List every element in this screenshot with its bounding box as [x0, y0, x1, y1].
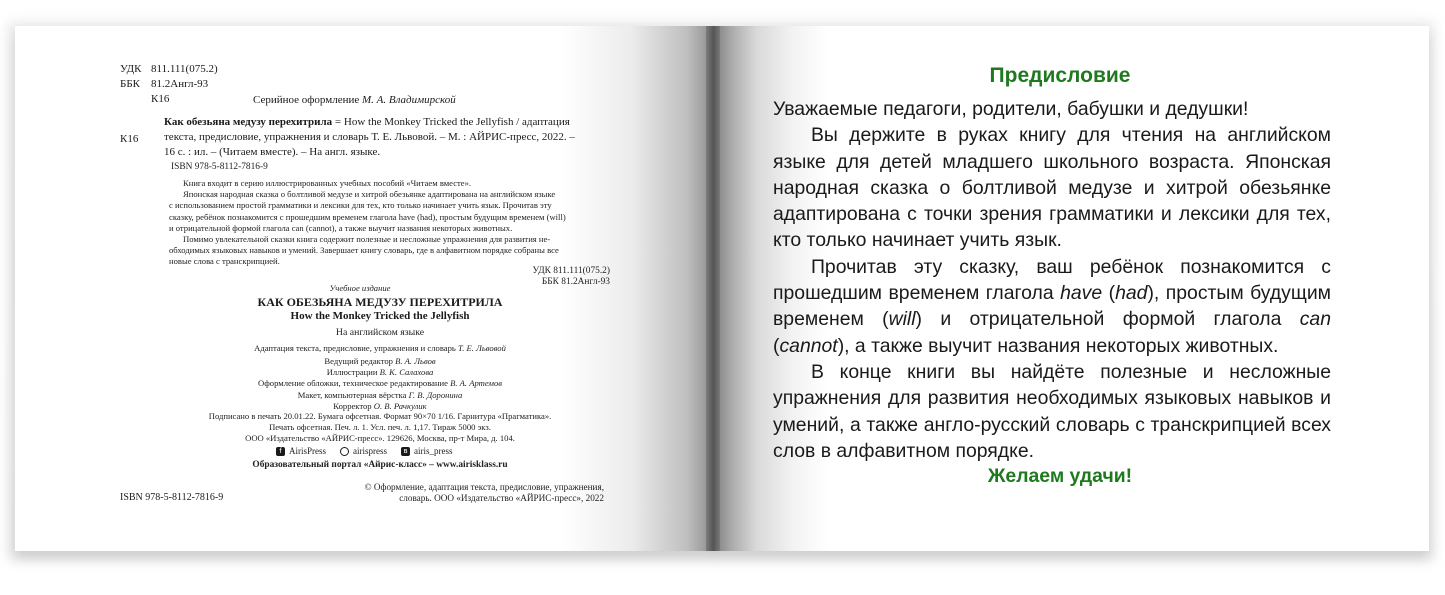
credit-line	[180, 367, 580, 378]
print-details	[160, 411, 600, 445]
preface-paragraph-1: Вы держите в руках книгу для чтения на английском языке для детей младшего школьного возраста. Японская народная сказка о болтливой медузе и хитрой обезьянке адаптирована с точки зрения грамматики и лексики для тех, кто только начинает учить язык.	[773, 124, 1331, 252]
print-line-2: Печать офсетная. Печ. л. 1. Усл. печ. л. 1,17. Тираж 5000 экз.	[269, 422, 491, 433]
udk-full: УДК 811.111(075.2)	[532, 266, 610, 276]
preface-paragraph-3: В конце книги вы найдёте полезные и несложные упражнения для развития необходимых языковых навыков и умений, а также англо-русский словарь с транскрипцией всех слов в алфавитном порядке.	[773, 360, 1331, 462]
credit-role: Ведущий редактор	[324, 356, 393, 366]
biblio-line-2: текста, предисловие, упражнения и словарь Т. Е. Львовой. – М. : АЙРИС-пресс, 2022. –	[164, 131, 575, 143]
udk-value: 811.111(075.2)	[151, 63, 218, 75]
social-handle-instagram: airispress	[353, 446, 388, 456]
biblio-title: Как обезьяна медузу перехитрила	[164, 116, 333, 128]
biblio-mark: К16	[120, 133, 139, 145]
print-line-1: Подписано в печать 20.01.22. Бумага офсетная. Формат 90×70 1/16. Гарнитура «Прагматика».	[208, 411, 552, 421]
copyright-line-2: словарь. ООО «Издательство «АЙРИС-пресс», 2022	[399, 493, 604, 504]
bibliographic-record	[164, 115, 575, 160]
annotation-line: сказку, ребёнок познакомится с прошедшим временем глагола have (had), простым будущим временем (will)	[169, 211, 566, 222]
annotation-line: обходимых языковых навыков и умений. Завершает книгу словарь, где в алфавитном порядке собраны все	[169, 245, 559, 256]
adaptation-prefix: Адаптация текста, предисловие, упражнения и словарь	[254, 343, 456, 353]
copyright	[340, 482, 604, 504]
annotation-line: Книга входит в серию иллюстрированных учебных пособий «Читаем вместе».	[183, 178, 472, 188]
social-handle-vk: airis_press	[414, 446, 453, 456]
preface-body	[773, 96, 1331, 464]
edition-type: Учебное издание	[329, 283, 391, 293]
annotation-line: и отрицательной формой глагола can (cannot), а также выучит названия некоторых животных.	[169, 222, 513, 233]
series-design-name: М. А. Владимирской	[361, 94, 456, 106]
annotation-line: с использованием простой грамматики и лексики для тех, кто только начинает учить язык. Прочитав эту	[169, 200, 552, 211]
credit-role: Иллюстрации	[326, 367, 378, 378]
credit-name: В. А. Львов	[395, 356, 436, 366]
bbk-value: 81.2Англ-93	[151, 78, 209, 90]
credit-role: Макет, компьютерная вёрстка	[297, 389, 407, 400]
credit-line	[180, 378, 580, 389]
language-note: На английском языке	[335, 327, 425, 338]
book-title-ru: КАК ОБЕЗЬЯНА МЕДУЗУ ПЕРЕХИТРИЛА	[257, 295, 503, 309]
bbk-label: ББК	[120, 78, 140, 90]
annotation-line: новые слова с транскрипцией.	[169, 256, 280, 267]
annotation	[169, 178, 566, 268]
credit-name: В. К. Салахова	[379, 367, 434, 378]
adaptation-line	[200, 343, 560, 354]
credit-name: В. А. Артемов	[450, 378, 502, 389]
series-design	[253, 93, 456, 107]
book-title-en: How the Monkey Tricked the Jellyfish	[290, 310, 470, 322]
credit-line	[180, 390, 580, 401]
publisher-line: ООО «Издательство «АЙРИС-пресс». 129626, Москва, пр-т Мира, д. 104.	[245, 433, 515, 444]
book-gutter	[706, 26, 720, 551]
preface-paragraph-2: Прочитав эту сказку, ваш ребёнок познакомится с прошедшим временем глагола have (had), простым будущим временем (will) и отрицательной формой глагола can (cannot), а также выучит названия некоторых животных.	[773, 255, 1331, 357]
adaptation-name: Т. Е. Львовой	[457, 343, 506, 353]
portal-line: Образовательный портал «Айрис-класс» – www.airisklass.ru	[252, 460, 508, 470]
series-design-prefix: Серийное оформление	[253, 94, 360, 106]
credits-list	[180, 356, 580, 412]
credit-name: О. В. Рачкулик	[373, 400, 427, 411]
instagram-icon	[340, 447, 349, 456]
preface-heading: Предисловие	[989, 64, 1131, 87]
vk-icon: в	[401, 447, 410, 456]
social-links	[276, 446, 453, 456]
udk-label: УДК	[120, 63, 142, 75]
credit-line	[180, 356, 580, 367]
credit-name: Г. В. Доронина	[408, 389, 463, 400]
annotation-line: Японская народная сказка о болтливой медузе и хитрой обезьянке адаптирована на английском языке	[183, 189, 556, 200]
preface-closing: Желаем удачи!	[987, 465, 1133, 487]
biblio-line-1: = How the Monkey Tricked the Jellyfish / адаптация	[332, 116, 570, 128]
annotation-line: Помимо увлекательной сказки книга содержит полезные и несложные упражнения для развития не-	[183, 234, 551, 245]
facebook-icon: f	[276, 447, 285, 456]
isbn-bottom: ISBN 978-5-8112-7816-9	[120, 492, 224, 503]
preface-greeting: Уважаемые педагоги, родители, бабушки и дедушки!	[773, 98, 1249, 120]
author-mark: К16	[151, 93, 170, 105]
credit-role: Оформление обложки, техническое редактирование	[258, 378, 448, 389]
isbn-small: ISBN 978-5-8112-7816-9	[171, 162, 268, 172]
biblio-line-3: 16 с. : ил. – (Читаем вместе). – На англ. языке.	[164, 146, 381, 158]
bbk-full: ББК 81.2Англ-93	[541, 277, 610, 287]
copyright-line-1: © Оформление, адаптация текста, предисловие, упражнения,	[364, 482, 604, 492]
credit-role: Корректор	[333, 400, 372, 411]
social-handle-facebook: AirisPress	[289, 446, 327, 456]
